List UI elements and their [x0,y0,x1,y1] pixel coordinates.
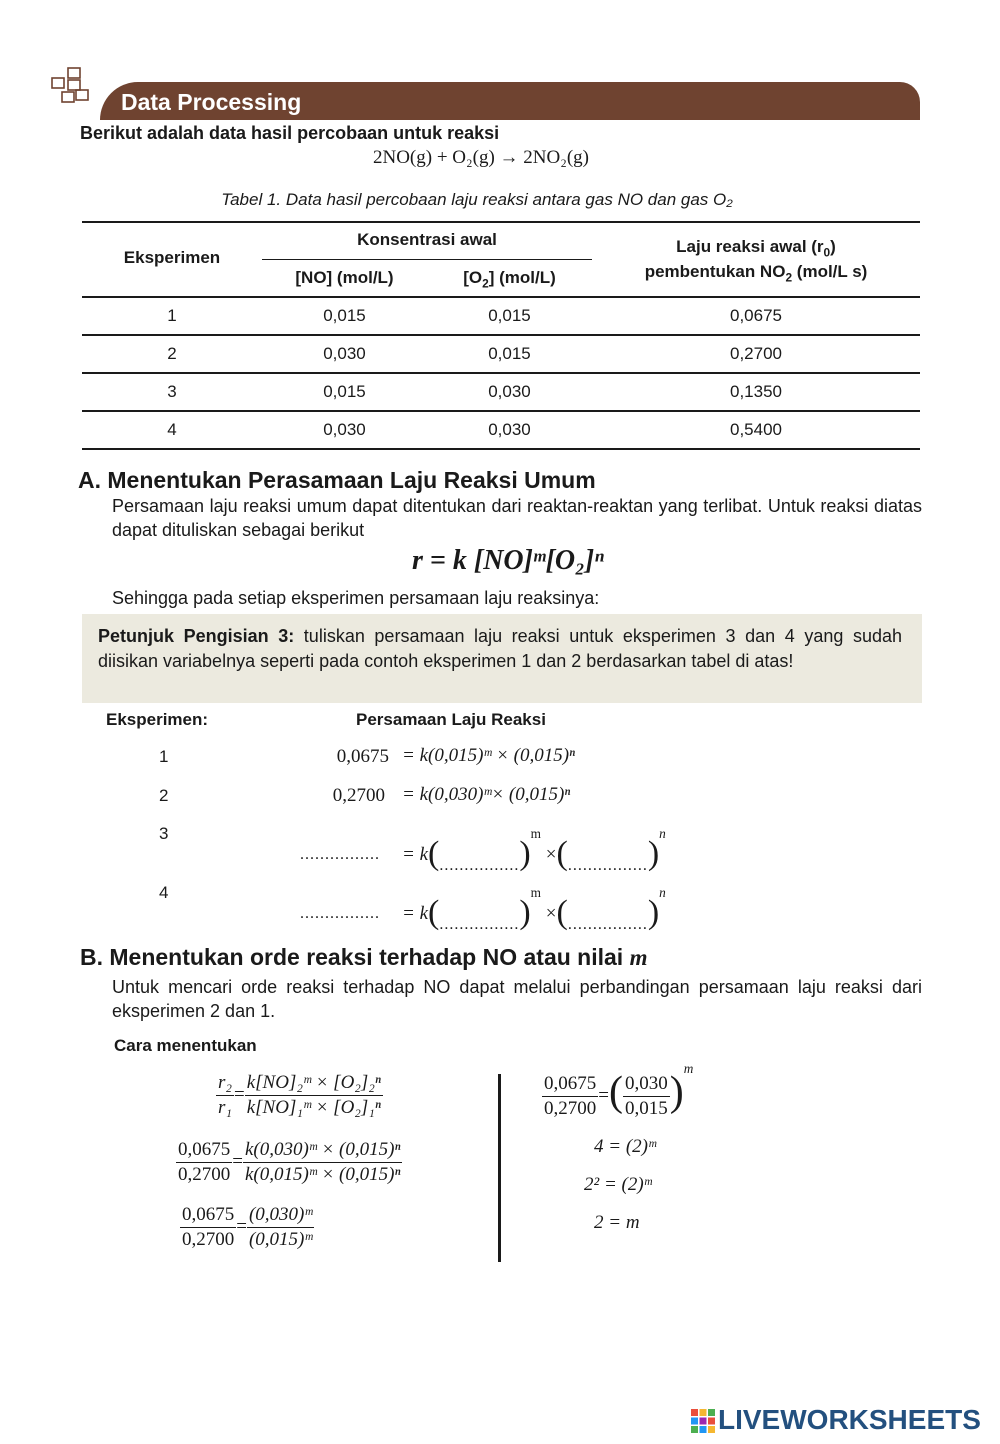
reaction-equation: 2NO(g) + O₂(g) → 2NO₂(g) [372,147,590,168]
col-laju-line1: Laju reaksi awal $(r_0)$ [676,237,836,260]
eq-rhs-3: = $k(_{................})^m \times(_{................})^n$ [402,826,666,874]
eq-exp-3: 3 [159,824,169,843]
eq-lhs-1: 0,0675 [336,746,389,767]
table-bottom-rule [82,448,920,450]
cell-rate: 0,1350 [730,382,782,401]
cell-o2: 0,030 [488,420,531,439]
derivation-line-1: $\frac{\text{r₂}}{\text{r₁}}$ = $\frac{\text{k[NO]₂ᵐ × [O₂]₂ⁿ}}{\text{k[NO]₁ᵐ × [O₂]₁ⁿ}}$ [218,1072,381,1118]
cell-o2: 0,030 [488,382,531,401]
liveworksheets-brand[interactable]: LIVEWORKSHEETS [718,1404,981,1435]
col-konsentrasi: Konsentrasi awal [357,230,497,249]
eq-rhs-1: = k(0,015)ᵐ × (0,015)ⁿ [402,745,576,766]
table-group-rule [262,259,592,260]
cell-no: 0,030 [323,420,366,439]
blank-o2-4[interactable]: ................ [567,916,648,933]
cell-exp: 4 [167,420,177,439]
blank-lhs-3[interactable]: ................ [300,846,380,863]
cell-rate: 0,0675 [730,306,782,325]
cell-exp: 3 [167,382,177,401]
blank-lhs-4[interactable]: ................ [300,905,380,922]
col-o2: $[O_2]$ (mol/L) [463,268,556,291]
eq-col-eq: Persamaan Laju Reaksi [356,710,546,729]
derivation-right-1: $\frac{0,0675}{0,2700}$ =( $\frac{0,030}{0,015}$ )$^m$ [544,1061,694,1120]
intro-text: Berikut adalah data hasil percobaan untuk reaksi [80,123,500,143]
eq-rhs-4: = $k(_{................})^m \times(_{................})^n$ [402,885,666,933]
eq-exp-1: 1 [159,747,169,766]
derivation-right-2: 4 = (2)ᵐ [594,1136,656,1157]
cell-rate: 0,5400 [730,420,782,439]
section-a-after: Sehingga pada setiap eksperimen persamaan laju reaksinya: [112,588,600,608]
liveworksheets-logo-icon [690,1408,716,1434]
section-b-paragraph: Untuk mencari orde reaksi terhadap NO dapat melalui perbandingan persamaan laju reaksi dari eksperimen 2 dan 1. [112,977,922,1021]
table-header-rule [82,296,920,298]
blank-no-4[interactable]: ................ [439,916,520,933]
table-top-rule [82,221,920,223]
col-no: [NO] (mol/L) [295,268,394,287]
cell-exp: 1 [167,306,177,325]
cell-no: 0,030 [323,344,366,363]
blank-o2-3[interactable]: ................ [567,857,648,874]
eq-lhs-2: 0,2700 [332,785,385,806]
page-title: Data Processing [121,89,302,115]
eq-col-exp: Eksperimen: [106,710,209,729]
blank-no-3[interactable]: ................ [439,857,520,874]
cell-rate: 0,2700 [730,344,782,363]
derivation-right-3: 2² = (2)ᵐ [584,1174,652,1195]
hint-text: Petunjuk Pengisian 3: tuliskan persamaan laju reaksi untuk eksperimen 3 dan 4 yang sudah diisikan variabelnya seperti pada contoh eksperimen 1 dan 2 berdasarkan tabel di atas! [98,626,902,671]
section-a-paragraph: Persamaan laju reaksi umum dapat ditentukan dari reaktan-reaktan yang terlibat. Untuk reaksi diatas dapat dituliskan sebagai berikut [112,496,922,540]
eq-exp-4: 4 [159,883,169,902]
table-row-rule [82,372,920,374]
derivation-right-4: 2 = m [594,1212,640,1233]
divider-line [498,1074,501,1262]
cara-menentukan: Cara menentukan [114,1036,257,1055]
eq-rhs-2: = k(0,030)ᵐ× (0,015)ⁿ [402,784,571,805]
col-laju-line2: pembentukan $NO_2$ (mol/L s) [644,262,868,285]
stacked-squares-icon [50,66,100,106]
section-a-title: A. Menentukan Perasamaan Laju Reaksi Umum [78,467,596,493]
derivation-line-3: $\frac{0,0675}{0,2700}$ = $\frac{\text{(0,030)ᵐ}}{\text{(0,015)ᵐ}}$ [182,1204,313,1250]
general-rate-formula: r = k [NO]ᵐ[O₂]ⁿ [412,545,604,576]
derivation-line-2: $\frac{0,0675}{0,2700}$ = $\frac{\text{k(0,030)ᵐ × (0,015)ⁿ}}{\text{k(0,015)ᵐ × (0,015)ⁿ}}$ [178,1139,401,1185]
cell-o2: 0,015 [488,306,531,325]
cell-o2: 0,015 [488,344,531,363]
cell-no: 0,015 [323,306,366,325]
table-caption: Tabel 1. Data hasil percobaan laju reaksi antara gas NO dan gas O₂ [221,190,733,209]
section-b-title: B. Menentukan orde reaksi terhadap NO atau nilai m [80,944,648,970]
col-eksperimen: Eksperimen [123,248,221,267]
cell-no: 0,015 [323,382,366,401]
table-row-rule [82,334,920,336]
cell-exp: 2 [167,344,177,363]
eq-exp-2: 2 [159,786,169,805]
table-row-rule [82,410,920,412]
